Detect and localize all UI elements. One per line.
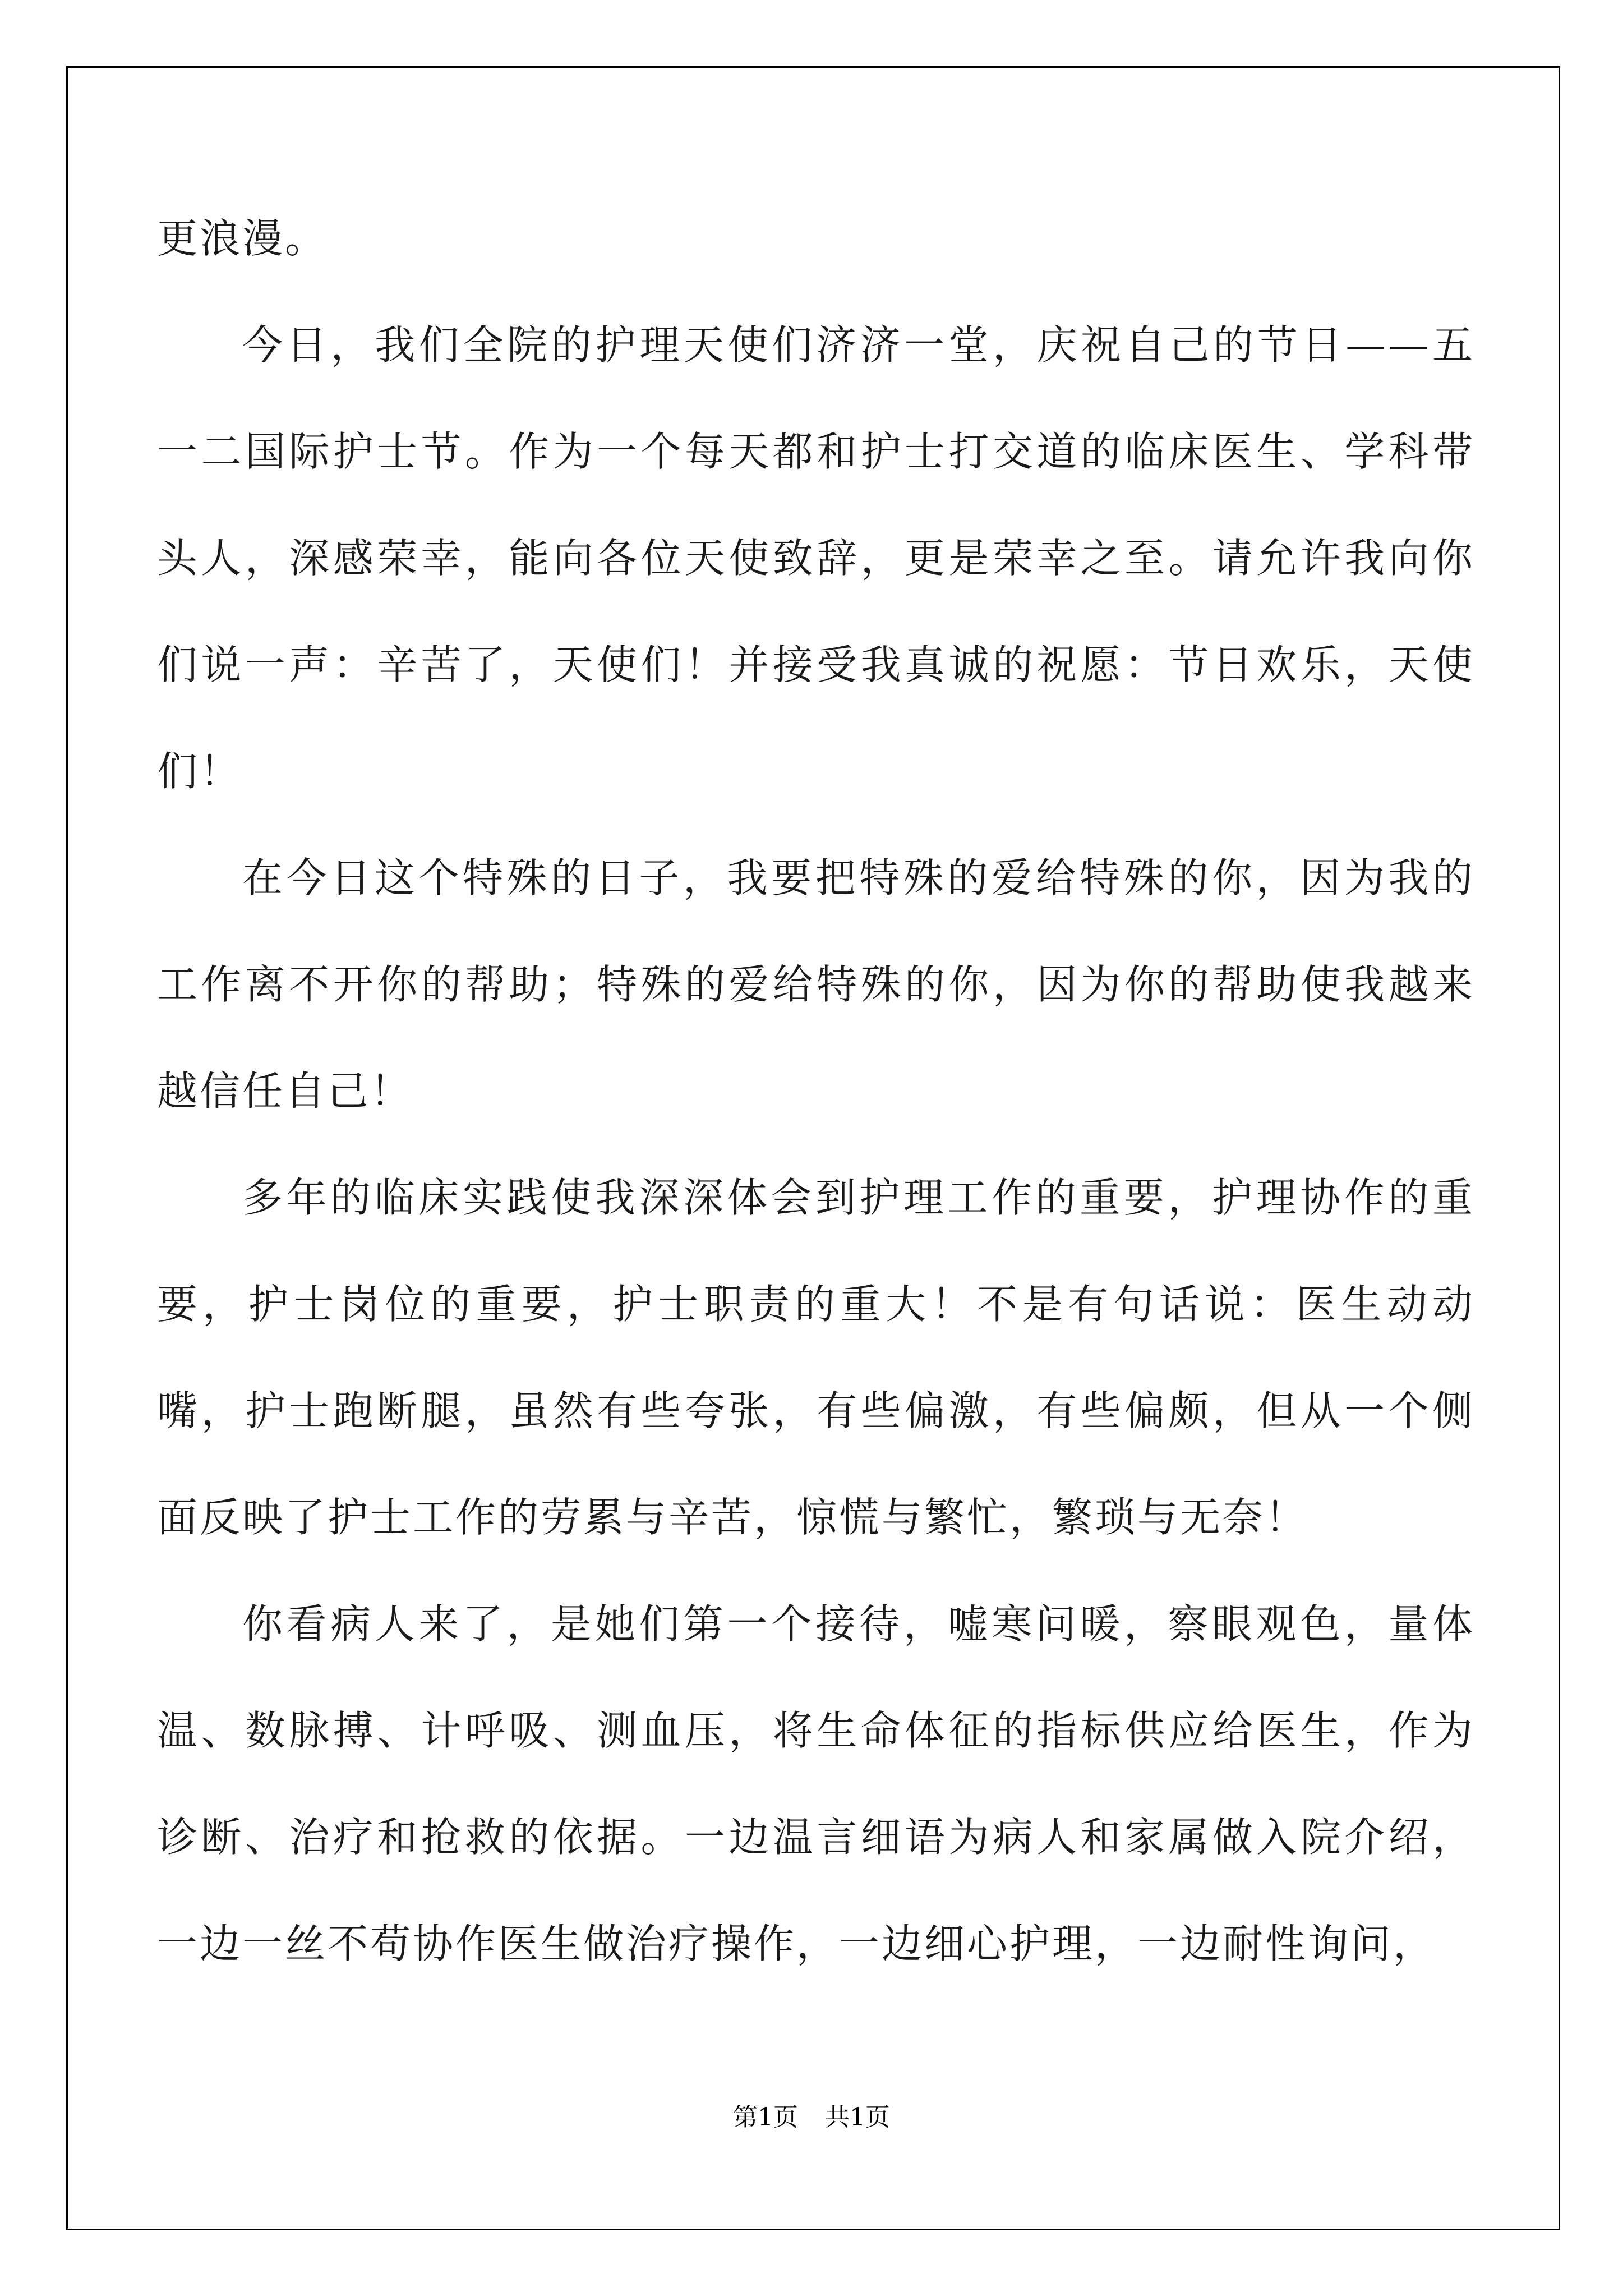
- paragraph: 更浪漫。: [157, 215, 328, 262]
- page-footer: [0, 2101, 1623, 2134]
- paragraph: 你看病人来了，是她们第一个接待，嘘寒问暖，察眼观色，量体温、数脉搏、计呼吸、测血压，将生命体征的指标供应给医生，作为诊断、治疗和抢救的依据。一边温言细语为病人和家属做入院介绍，一边一丝不苟协作医生做治疗操作，一边细心护理，一边耐性询问，: [157, 1600, 1475, 1967]
- page-number-current: 第1页: [733, 2103, 798, 2132]
- paragraph: 在今日这个特殊的日子，我要把特殊的爱给特殊的你，因为我的工作离不开你的帮助；特殊的爱给特殊的你，因为你的帮助使我越来越信任自己！: [157, 854, 1475, 1115]
- document-body: [157, 185, 1475, 1997]
- paragraph: 今日，我们全院的护理天使们济济一堂，庆祝自己的节日——五一二国际护士节。作为一个每天都和护士打交道的临床医生、学科带头人，深感荣幸，能向各位天使致辞，更是荣幸之至。请允许我向你们说一声：辛苦了，天使们！并接受我真诚的祝愿：节日欢乐，天使们！: [157, 321, 1475, 795]
- paragraph: 多年的临床实践使我深深体会到护理工作的重要，护理协作的重要，护士岗位的重要，护士职责的重大！不是有句话说：医生动动嘴，护士跑断腿，虽然有些夸张，有些偏激，有些偏颇，但从一个侧面反映了护士工作的劳累与辛苦，惊慌与繁忙，繁琐与无奈！: [157, 1174, 1475, 1541]
- page-number-total: 共1页: [825, 2103, 890, 2132]
